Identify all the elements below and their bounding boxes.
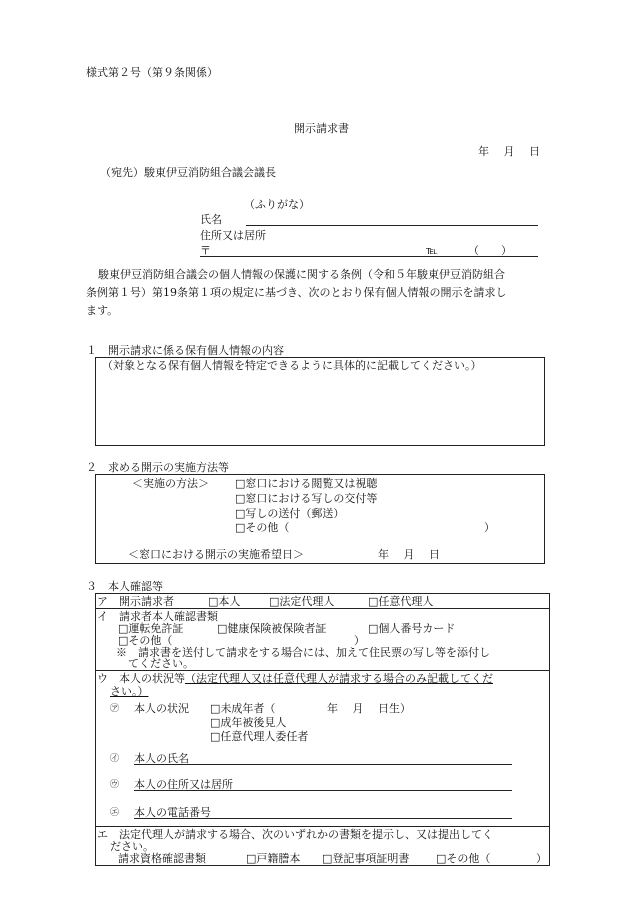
id-docs-title: イ 請求者本人確認書類 (97, 610, 218, 623)
principal-address-label: 本人の住所又は居所 (134, 778, 233, 791)
section2-heading: ２ 求める開示の実施方法等 (86, 461, 229, 474)
postal-mark: 〒 (200, 244, 211, 257)
id-doc-license[interactable]: □運転免許証 (118, 622, 184, 635)
status-minor[interactable]: □未成年者（ (210, 702, 276, 715)
intro-line-2: 条例第１号）第19条第１項の規定に基づき、次のとおり保有個人情報の開示を請求し (86, 286, 507, 299)
status-voluntary-principal[interactable]: □任意代理人委任者 (210, 730, 309, 743)
requester-type-legal[interactable]: □法定代理人 (269, 595, 335, 608)
id-doc-other[interactable]: □その他（ (118, 634, 173, 647)
legal-rep-docs-text-2: ださい。 (110, 840, 154, 853)
qualification-docs-label: 請求資格確認書類 (118, 852, 206, 865)
method-label: ＜実施の方法＞ (132, 477, 209, 490)
id-doc-insurance[interactable]: □健康保険被保険者証 (217, 622, 327, 635)
principal-address-field[interactable] (134, 790, 512, 791)
address-label: 住所又は居所 (200, 229, 266, 242)
principal-tel-field[interactable] (134, 818, 512, 819)
address-field[interactable] (200, 256, 538, 257)
status-minor-birthdate[interactable]: 年 月 日生） (327, 702, 411, 715)
requester-type-voluntary[interactable]: □任意代理人 (368, 595, 434, 608)
name-field[interactable] (246, 225, 538, 226)
principal-name-field[interactable] (134, 764, 512, 765)
tel-num: ㋓ (110, 808, 120, 818)
id-doc-other-close: ） (354, 634, 365, 647)
option-window-copy[interactable]: □窓口における写しの交付等 (235, 492, 378, 505)
form-number: 様式第２号（第９条関係） (86, 66, 218, 79)
status-adult-ward[interactable]: □成年被後見人 (210, 716, 287, 729)
furigana-label: （ふりがな） (244, 198, 310, 211)
doc-other[interactable]: □その他（ (436, 852, 491, 865)
status-num: ㋐ (110, 704, 120, 714)
legal-rep-docs-text-1: エ 法定代理人が請求する場合、次のいずれかの書類を提示し、又は提出してく (97, 828, 493, 841)
section3-heading: ３ 本人確認等 (86, 580, 163, 593)
desired-date[interactable]: 年 月 日 (378, 548, 440, 561)
addressee: （宛先）駿東伊豆消防組合議会議長 (100, 166, 276, 179)
id-doc-mynumber[interactable]: □個人番号カード (368, 622, 456, 635)
section1-note: （対象となる保有個人情報を特定できるように具体的に記載してください。） (102, 359, 482, 372)
requester-type-label: ア 開示請求者 (97, 595, 174, 608)
principal-status-title-text: ウ 本人の状況等 (97, 672, 185, 685)
name-num: ㋑ (110, 754, 120, 764)
option-window-viewing[interactable]: □窓口における閲覧又は視聴 (235, 477, 378, 490)
principal-name-label: 本人の氏名 (134, 752, 189, 765)
tel-parens: （ ） (468, 244, 512, 257)
requester-type-self[interactable]: □本人 (208, 595, 241, 608)
option-other[interactable]: □その他（ (235, 521, 290, 534)
id-docs-note-1: ※ 請求書を送付して請求をする場合には、加えて住民票の写し等を添付し (116, 646, 490, 659)
page-title: 開示請求書 (294, 122, 349, 135)
option-mail-copy[interactable]: □写しの送付（郵送） (235, 507, 345, 520)
row-divider (95, 826, 550, 827)
doc-family-register[interactable]: □戸籍謄本 (246, 852, 301, 865)
tel-mark: ℡ (426, 244, 438, 257)
intro-line-3: ます。 (86, 304, 119, 317)
intro-line-1: 駿東伊豆消防組合議会の個人情報の保護に関する条例（令和５年駿東伊豆消防組合 (98, 268, 505, 281)
id-docs-note-2: てください。 (128, 657, 194, 670)
desired-date-label: ＜窓口における開示の実施希望日＞ (128, 548, 304, 561)
option-other-close: ） (484, 521, 495, 534)
principal-status-title (97, 672, 493, 685)
principal-status-note-2: さい。） (110, 685, 149, 698)
doc-other-close: ） (536, 852, 547, 865)
name-label: 氏名 (200, 213, 222, 226)
row-divider (95, 670, 550, 671)
doc-registry-certificate[interactable]: □登記事項証明書 (322, 852, 410, 865)
principal-tel-label: 本人の電話番号 (134, 806, 211, 819)
status-label: 本人の状況 (134, 702, 189, 715)
principal-status-note-1: （法定代理人又は任意代理人が請求する場合のみ記載してくだ (185, 672, 493, 685)
row-divider (95, 608, 550, 609)
section1-heading: １ 開示請求に係る保有個人情報の内容 (86, 344, 284, 357)
date-line: 年 月 日 (478, 145, 540, 158)
addr-num: ㋒ (110, 780, 120, 790)
